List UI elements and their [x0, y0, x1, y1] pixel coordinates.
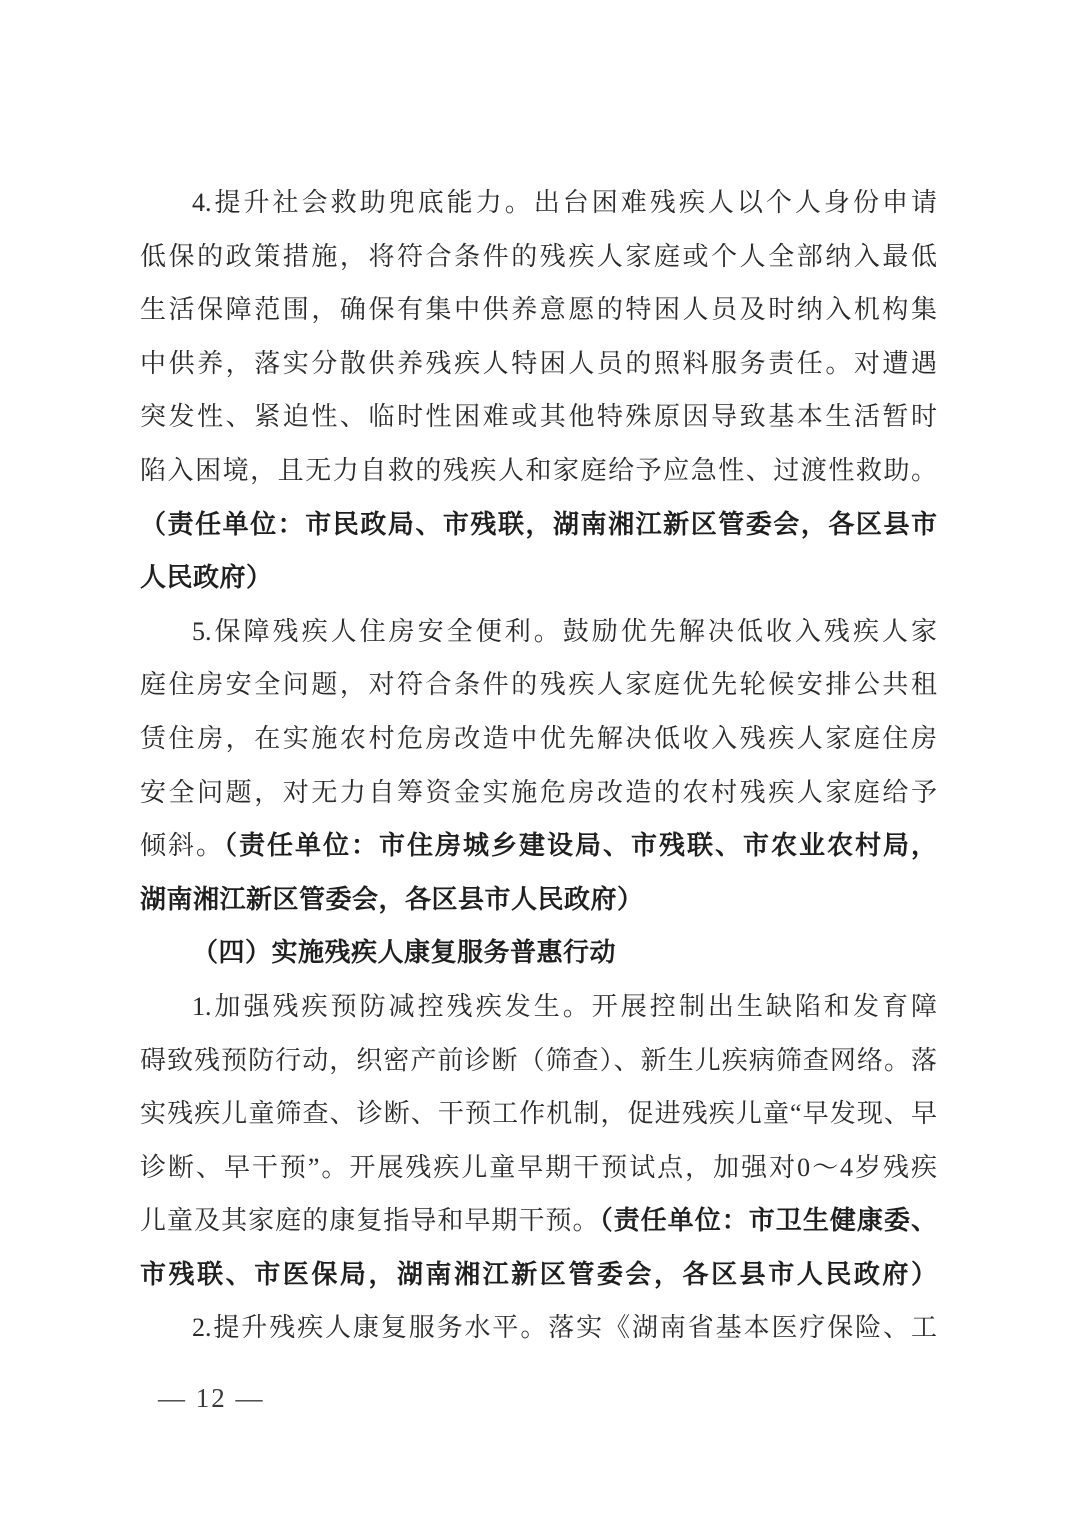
para-4-line: 突发性、紧迫性、临时性困难或其他特殊原因导致基本生活暂时 — [140, 402, 937, 432]
para-4-line: 中供养，落实分散供养残疾人特困人员的照料服务责任。对遭遇 — [140, 348, 937, 378]
para-1-line: 碍致残预防行动，织密产前诊断（筛查）、新生儿疾病筛查网络。落 — [140, 1045, 937, 1075]
para-1-line: 实残疾儿童筛查、诊断、干预工作机制，促进残疾儿童“早发现、早 — [140, 1099, 937, 1129]
para-4-line: 生活保障范围，确保有集中供养意愿的特困人员及时纳入机构集 — [140, 295, 937, 325]
responsibility-unit-line: 人民政府） — [140, 563, 273, 593]
document-body — [140, 176, 937, 1355]
para-1-line: 1.加强残疾预防减控残疾发生。开展控制出生缺陷和发育障 — [192, 991, 937, 1021]
section-heading-4: （四）实施残疾人康复服务普惠行动 — [192, 938, 617, 968]
para-1-line: 诊断、早干预”。开展残疾儿童早期干预试点，加强对0～4岁残疾 — [140, 1152, 937, 1182]
responsibility-unit-line: 湖南湘江新区管委会，各区县市人民政府） — [140, 884, 644, 914]
body-text: 儿童及其家庭的康复指导和早期干预。 — [140, 1206, 600, 1236]
para-5-line — [140, 819, 937, 873]
para-4-line: 陷入困境，且无力自救的残疾人和家庭给予应急性、过渡性救助。 — [140, 455, 937, 485]
responsibility-unit-text: （责任单位：市卫生健康委、 — [599, 1206, 937, 1236]
responsibility-unit-text: （责任单位：市住房城乡建设局、市残联、市农业农村局， — [224, 831, 937, 861]
para-2-line: 2.提升残疾人康复服务水平。落实《湖南省基本医疗保险、工 — [192, 1313, 937, 1343]
para-5-line: 5.保障残疾人住房安全便利。鼓励优先解决低收入残疾人家 — [192, 616, 937, 646]
para-4-line: 4.提升社会救助兜底能力。出台困难残疾人以个人身份申请 — [192, 188, 937, 217]
page-number: — 12 — — [158, 1383, 265, 1413]
body-text: 倾斜。 — [140, 831, 224, 861]
para-5-line: 庭住房安全问题，对符合条件的残疾人家庭优先轮候安排公共租 — [140, 670, 937, 700]
responsibility-unit-line: （责任单位：市民政局、市残联，湖南湘江新区管委会，各区县市 — [140, 509, 937, 539]
para-5-line: 赁住房，在实施农村危房改造中优先解决低收入残疾人家庭住房 — [140, 723, 937, 753]
para-5-line: 安全问题，对无力自筹资金实施危房改造的农村残疾人家庭给予 — [140, 777, 937, 807]
para-4-line: 低保的政策措施，将符合条件的残疾人家庭或个人全部纳入最低 — [140, 241, 937, 271]
responsibility-unit-line: 市残联、市医保局，湖南湘江新区管委会，各区县市人民政府） — [140, 1259, 937, 1289]
para-1-line — [140, 1194, 937, 1248]
